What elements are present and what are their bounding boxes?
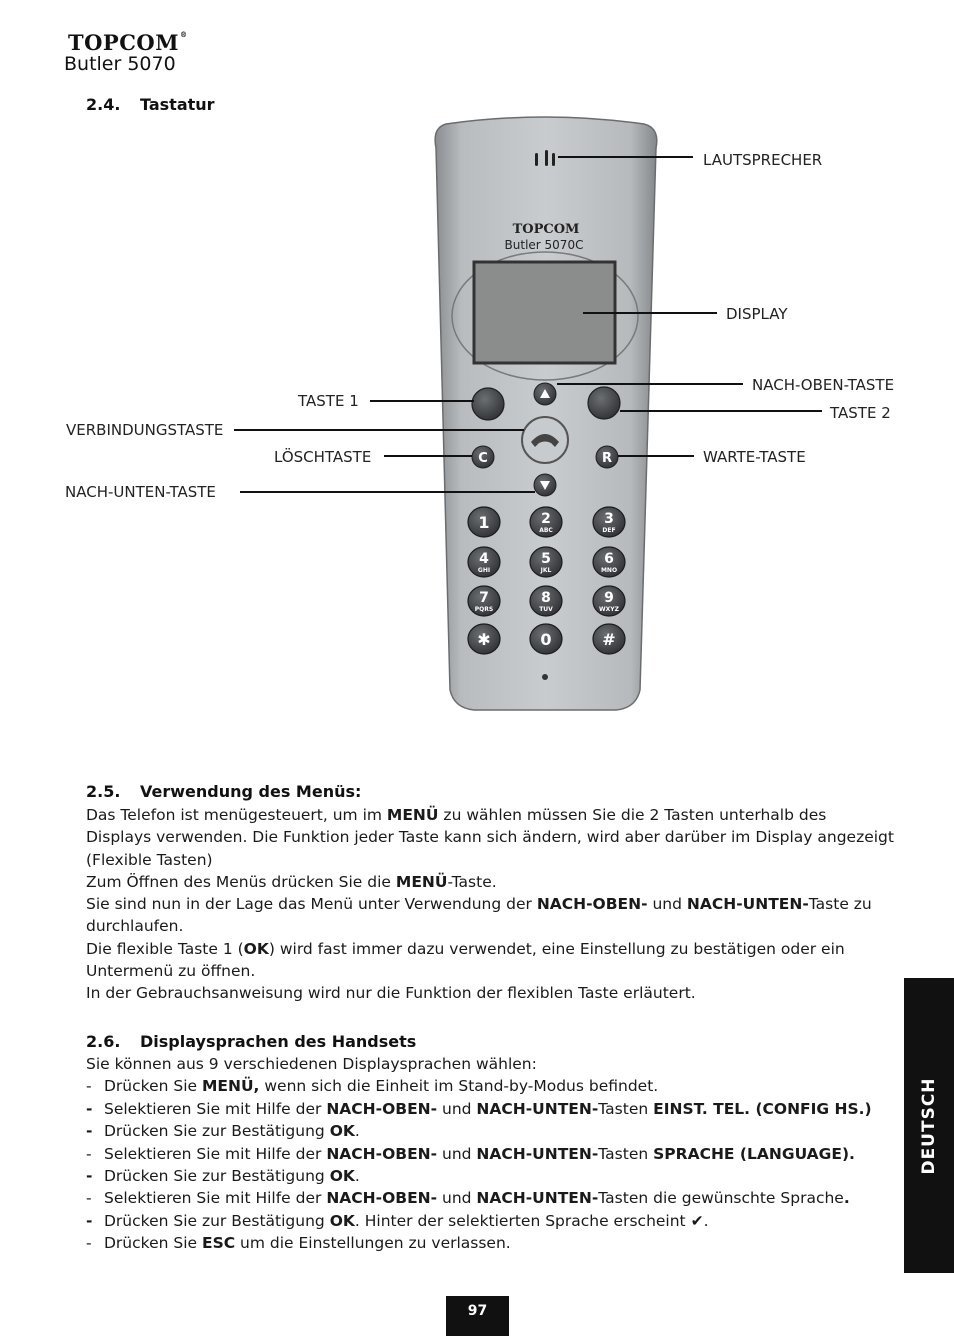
label-lautsprecher: LAUTSPRECHER bbox=[703, 151, 823, 169]
svg-text:TUV: TUV bbox=[539, 606, 553, 613]
list-item: - Drücken Sie MENÜ, wenn sich die Einheit im Stand-by-Modus befindet. bbox=[86, 1077, 659, 1096]
svg-text:✱: ✱ bbox=[477, 630, 491, 649]
svg-text:7: 7 bbox=[479, 590, 489, 606]
callout-line-display bbox=[583, 312, 717, 314]
list-item: - Selektieren Sie mit Hilfe der NACH-OBEN- und NACH-UNTEN-Tasten die gewünschte Sprache. bbox=[86, 1189, 850, 1208]
svg-text:PQRS: PQRS bbox=[474, 606, 494, 613]
svg-text:GHI: GHI bbox=[477, 567, 491, 574]
keypad-key-3 bbox=[593, 507, 625, 537]
label-taste2: TASTE 2 bbox=[830, 404, 891, 422]
svg-text:2: 2 bbox=[541, 511, 551, 527]
intro-text: Sie können aus 9 verschiedenen Displaysprachen wählen: bbox=[86, 1055, 537, 1073]
phone-brand-label: TOPCOM bbox=[512, 222, 580, 237]
svg-text:1: 1 bbox=[478, 513, 490, 532]
callout-line-speaker bbox=[558, 156, 693, 158]
keypad-key-9 bbox=[593, 586, 625, 616]
svg-text:6: 6 bbox=[604, 551, 614, 567]
label-loesch: LÖSCHTASTE bbox=[274, 448, 372, 466]
label-display: DISPLAY bbox=[726, 305, 788, 323]
checkmark-icon: ✔ bbox=[690, 1211, 704, 1230]
svg-text:8: 8 bbox=[541, 590, 551, 606]
svg-text:3: 3 bbox=[604, 511, 614, 527]
label-warte: WARTE-TASTE bbox=[703, 448, 806, 466]
keypad-key-6 bbox=[593, 547, 625, 577]
paragraph: Zum Öffnen des Menüs drücken Sie die MENÜ-Taste. bbox=[86, 872, 497, 891]
phone-body bbox=[435, 117, 657, 710]
svg-text:DEF: DEF bbox=[602, 527, 616, 534]
keypad-key-2 bbox=[530, 507, 562, 537]
svg-text:4: 4 bbox=[479, 551, 489, 567]
label-verbindung: VERBINDUNGSTASTE bbox=[66, 421, 224, 439]
label-nach-oben: NACH-OBEN-TASTE bbox=[752, 376, 895, 394]
page-number: 97 bbox=[446, 1296, 509, 1336]
keypad-key-5 bbox=[530, 547, 562, 577]
keypad-key-11 bbox=[530, 624, 562, 654]
section-heading-2-5: 2.5. Verwendung des Menüs: bbox=[86, 782, 362, 801]
paragraph: In der Gebrauchsanweisung wird nur die Funktion der flexiblen Taste erläutert. bbox=[86, 984, 696, 1003]
section-heading-2-6: 2.6. Displaysprachen des Handsets bbox=[86, 1032, 417, 1051]
callout-line-softkey2 bbox=[620, 410, 822, 412]
list-item: - Drücken Sie zur Bestätigung OK. bbox=[86, 1122, 360, 1141]
callout-line-down bbox=[240, 491, 535, 493]
keypad-key-10 bbox=[468, 624, 500, 654]
section-heading-2-4: 2.4. Tastatur bbox=[86, 95, 215, 114]
keypad-key-8 bbox=[530, 586, 562, 616]
svg-text:0: 0 bbox=[540, 630, 552, 649]
svg-text:WXYZ: WXYZ bbox=[599, 606, 619, 613]
keypad-key-1 bbox=[468, 507, 500, 537]
label-nach-unten: NACH-UNTEN-TASTE bbox=[65, 483, 216, 501]
brand-logo: TOPCOM® bbox=[68, 30, 188, 55]
keypad-key-12 bbox=[593, 624, 625, 654]
callout-line-softkey1 bbox=[370, 400, 474, 402]
svg-text:#: # bbox=[602, 630, 616, 649]
section-body-2-6 bbox=[86, 1053, 896, 1255]
callout-line-call bbox=[234, 429, 524, 431]
label-taste1: TASTE 1 bbox=[298, 392, 359, 410]
list-item: - Drücken Sie zur Bestätigung OK. bbox=[86, 1167, 360, 1186]
language-side-tab: DEUTSCH bbox=[904, 978, 954, 1273]
microphone-hole bbox=[542, 674, 548, 680]
callout-line-clear bbox=[384, 455, 472, 457]
phone-model-label: Butler 5070C bbox=[504, 238, 584, 252]
keypad-key-7 bbox=[468, 586, 500, 616]
svg-text:MNO: MNO bbox=[600, 567, 618, 574]
paragraph: Die flexible Taste 1 (OK) wird fast immer dazu verwendet, eine Einstellung zu bestätigen oder ein Untermenü zu öffnen. bbox=[86, 939, 845, 981]
list-item: - Drücken Sie zur Bestätigung OK. Hinter der selektierten Sprache erscheint ✔. bbox=[86, 1211, 709, 1230]
list-item: - Selektieren Sie mit Hilfe der NACH-OBEN- und NACH-UNTEN-Tasten EINST. TEL. (CONFIG HS.) bbox=[86, 1099, 872, 1118]
clear-key-label: C bbox=[478, 451, 488, 466]
paragraph: Sie sind nun in der Lage das Menü unter Verwendung der NACH-OBEN- und NACH-UNTEN-Taste zu durchlaufen. bbox=[86, 895, 872, 936]
list-item: - Drücken Sie ESC um die Einstellungen zu verlassen. bbox=[86, 1234, 511, 1253]
callout-line-hold bbox=[618, 455, 694, 457]
section-body-2-5 bbox=[86, 804, 896, 1005]
soft-key-2 bbox=[588, 387, 620, 419]
svg-text:JKL: JKL bbox=[540, 567, 552, 574]
keypad-key-4 bbox=[468, 547, 500, 577]
model-title: Butler 5070 bbox=[64, 53, 176, 75]
soft-key-1 bbox=[472, 388, 504, 420]
svg-text:ABC: ABC bbox=[539, 527, 553, 534]
list-item: - Selektieren Sie mit Hilfe der NACH-OBEN- und NACH-UNTEN-Tasten SPRACHE (LANGUAGE). bbox=[86, 1144, 855, 1163]
hold-key-label: R bbox=[601, 451, 613, 466]
svg-text:5: 5 bbox=[541, 551, 551, 567]
paragraph: Das Telefon ist menügesteuert, um im MENÜ zu wählen müssen Sie die 2 Tasten unterhalb des Displays verwenden. Die Funktion jeder Taste kann sich ändern, wird aber darüber im Display angezeigt (Flexible Tasten) bbox=[86, 806, 894, 869]
callout-line-up bbox=[557, 383, 743, 385]
svg-text:9: 9 bbox=[604, 590, 614, 606]
